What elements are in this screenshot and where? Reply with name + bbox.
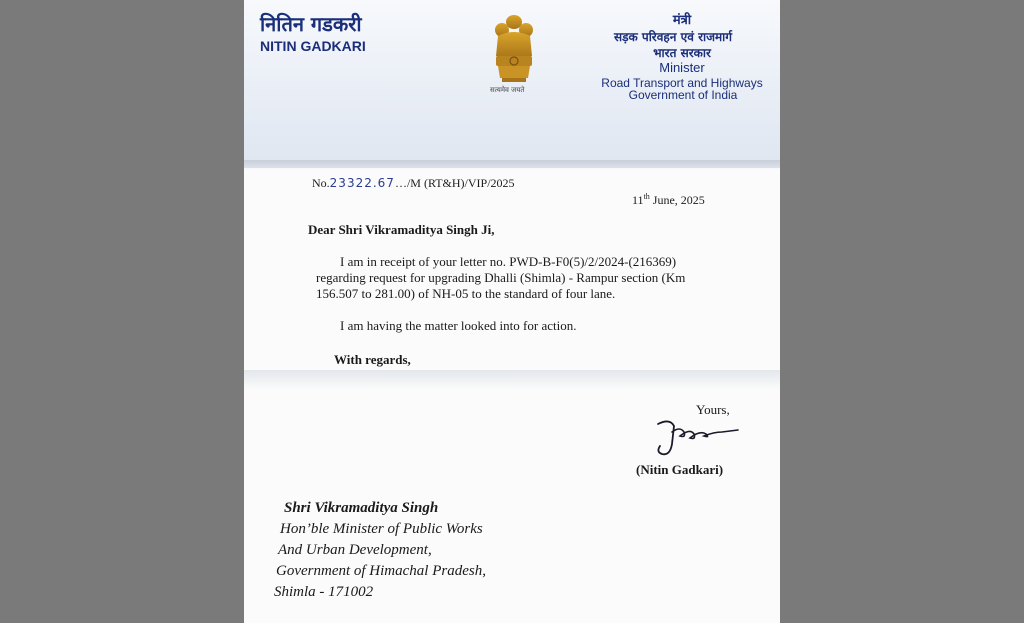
ref-handwritten: 23322.67 [329, 176, 395, 190]
letter-date [632, 192, 705, 208]
addressee-line: Shimla - 171002 [274, 584, 374, 600]
closing: Yours, [696, 402, 730, 417]
designation-english: Minister [659, 60, 705, 75]
designation-hindi: मंत्री [672, 13, 692, 28]
handwritten-signature-icon [650, 414, 742, 462]
regards: With regards, [334, 352, 411, 367]
paper-fold-lower [244, 370, 780, 390]
sender-name-hindi: नितिन गडकरी [260, 12, 362, 36]
paragraph2: I am having the matter looked into for action. [340, 318, 577, 333]
paragraph1-line: I am in receipt of your letter no. PWD-B-F0(5)/2/2024-(216369) [340, 254, 677, 269]
reference-number [312, 176, 515, 191]
signatory-name: (Nitin Gadkari) [636, 462, 724, 477]
date-day: 11 [632, 193, 644, 207]
paragraph1-line: 156.507 to 281.00) of NH-05 to the standard of four lane. [316, 286, 616, 301]
sender-name-english: NITIN GADKARI [260, 38, 366, 54]
ministry-hindi: सड़क परिवहन एवं राजमार्ग [613, 30, 733, 44]
addressee-line: And Urban Development, [278, 542, 432, 558]
ref-suffix: …/M (RT&H)/VIP/2025 [394, 176, 515, 190]
letter-paper [244, 0, 780, 623]
paper-fold-upper [244, 160, 780, 174]
ref-prefix: No. [312, 176, 330, 190]
salutation: Dear Shri Vikramaditya Singh Ji, [308, 222, 495, 237]
emblem-motto: सत्यमेव जयते [490, 86, 525, 94]
date-suffix: th [643, 192, 650, 201]
paragraph1-line: regarding request for upgrading Dhalli (Shimla) - Rampur section (Km [316, 270, 686, 285]
government-english: Government of India [628, 88, 738, 102]
addressee-line: Hon’ble Minister of Public Works [280, 521, 483, 537]
addressee-name: Shri Vikramaditya Singh [284, 500, 439, 516]
government-hindi: भारत सरकार [653, 46, 711, 60]
national-emblem-icon [488, 10, 540, 86]
addressee-line: Government of Himachal Pradesh, [276, 563, 486, 579]
date-rest: June, 2025 [649, 193, 705, 207]
ministry-english: Road Transport and Highways [601, 76, 763, 90]
